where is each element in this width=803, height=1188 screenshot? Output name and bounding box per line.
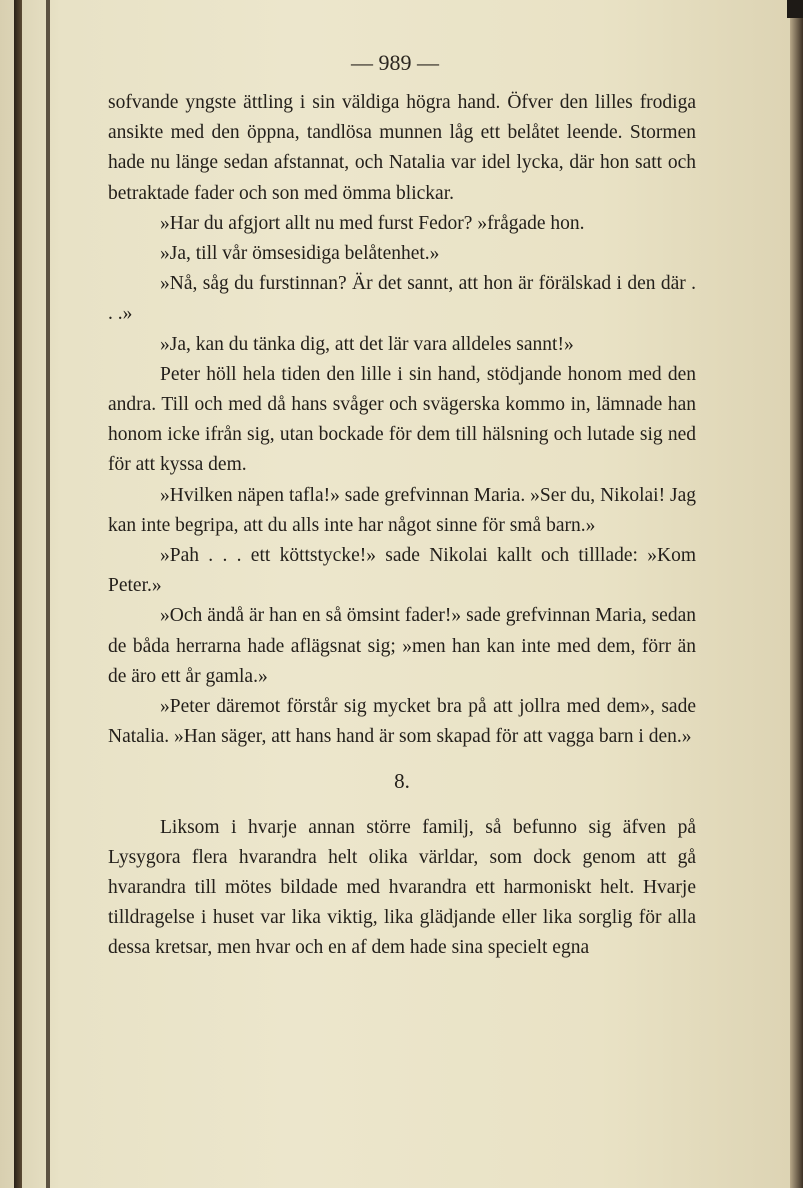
paragraph: »Pah . . . ett köttstycke!» sade Nikolai kallt och tilllade: »Kom Peter.» <box>108 545 696 597</box>
page-edge <box>790 0 803 1188</box>
paragraph: Liksom i hvarje annan större familj, så befunno sig äfven på Lysygora flera hvarandra helt olika världar, som dock genom att gå hvarandra till mötes bildade med hvarandra ett harmoniskt helt. Hvarje tilldragelse i huset var lika viktig, lika glädjande eller lika sorglig för alla dessa kretsar, men hvar och en af dem hade sina specielt egna <box>108 816 696 959</box>
body-text <box>108 88 696 964</box>
paragraph: sofvande yngste ättling i sin väldiga högra hand. Öfver den lilles frodiga ansikte med den öppna, tandlösa munnen låg ett belåtet leende. Stormen hade nu länge sedan afstannat, och Natalia var idel lycka, där hon satt och betraktade fader och son med ömma blickar. <box>108 92 696 204</box>
paragraph: Peter höll hela tiden den lille i sin hand, stödjande honom med den andra. Till och med då hans svåger och svägerska kommo in, lämnade han honom icke ifrån sig, utan bockade för dem till hälsning och lutade sig ned för att kyssa dem. <box>108 363 696 476</box>
corner-mark <box>787 0 803 18</box>
paragraph: »Peter däremot förstår sig mycket bra på att jollra med dem», sade Natalia. »Han säger, att hans hand är som skapad för att vagga barn i den.» <box>108 696 696 748</box>
paragraph: »Ja, kan du tänka dig, att det lär vara alldeles sannt!» <box>160 333 574 355</box>
paragraph: »Hvilken näpen tafla!» sade grefvinnan Maria. »Ser du, Nikolai! Jag kan inte begripa, att du alls inte har något sinne för små barn.» <box>108 484 696 536</box>
paragraph: »Och ändå är han en så ömsint fader!» sade grefvinnan Maria, sedan de båda herrarna hade aflägsnat sig; »men han kan inte med dem, förr än de äro ett år gamla.» <box>108 605 696 687</box>
paragraph: »Ja, till vår ömsesidiga belåtenhet.» <box>160 243 440 265</box>
paragraph: »Nå, såg du furstinnan? Är det sannt, att hon är förälskad i den där . . .» <box>108 273 696 325</box>
page-binding-shadow <box>46 0 50 1188</box>
page-number: — 989 — <box>351 50 439 75</box>
paragraph: »Har du afgjort allt nu med furst Fedor? »frågade hon. <box>160 212 585 234</box>
section-heading: 8. <box>394 769 410 794</box>
